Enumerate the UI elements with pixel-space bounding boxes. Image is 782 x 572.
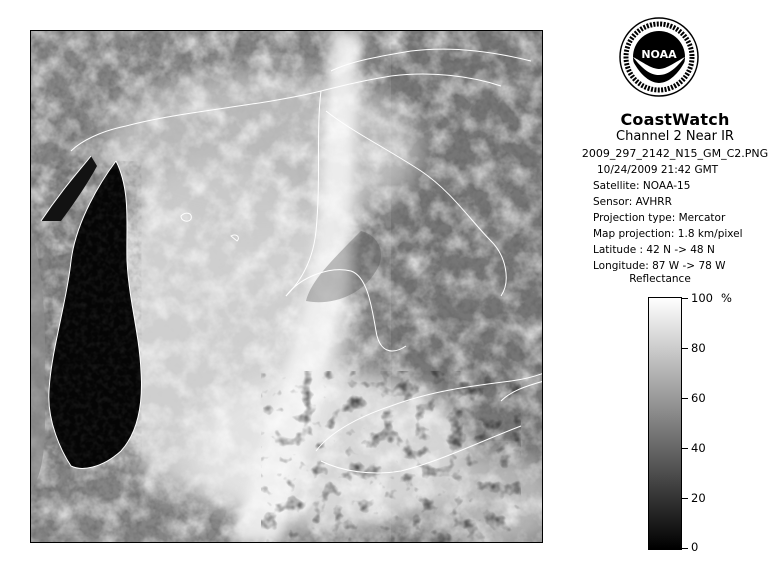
colorbar-tick-label: 20	[691, 491, 706, 505]
map-projection-label: Map projection: 1.8 km/pixel	[593, 228, 743, 240]
colorbar-tick	[682, 448, 688, 449]
noaa-logo-icon	[619, 17, 699, 97]
logo-text: NOAA	[641, 48, 677, 61]
colorbar-tick	[682, 298, 688, 299]
product-title: CoastWatch	[620, 110, 730, 129]
satellite-image-graphic	[31, 31, 543, 543]
colorbar-tick	[682, 348, 688, 349]
colorbar-tick	[682, 398, 688, 399]
colorbar-unit: %	[721, 291, 732, 305]
colorbar-title: Reflectance	[629, 273, 691, 285]
projection-type-label: Projection type: Mercator	[593, 212, 726, 224]
colorbar-tick-label: 40	[691, 441, 706, 455]
colorbar-tick	[682, 498, 688, 499]
latitude-label: Latitude : 42 N -> 48 N	[593, 244, 715, 256]
satellite-image	[30, 30, 543, 543]
satellite-label: Satellite: NOAA-15	[593, 180, 691, 192]
colorbar-tick-label: 80	[691, 341, 706, 355]
datetime-label: 10/24/2009 21:42 GMT	[597, 164, 719, 176]
image-filename: 2009_297_2142_N15_GM_C2.PNG	[581, 147, 769, 160]
sensor-label: Sensor: AVHRR	[593, 196, 672, 208]
colorbar-tick-label: 0	[691, 540, 699, 554]
colorbar-tick-label: 60	[691, 391, 706, 405]
longitude-label: Longitude: 87 W -> 78 W	[593, 260, 726, 272]
channel-subtitle: Channel 2 Near IR	[616, 129, 734, 144]
colorbar-tick-label: 100	[691, 291, 713, 305]
colorbar-tick	[682, 548, 688, 549]
colorbar	[648, 297, 682, 550]
